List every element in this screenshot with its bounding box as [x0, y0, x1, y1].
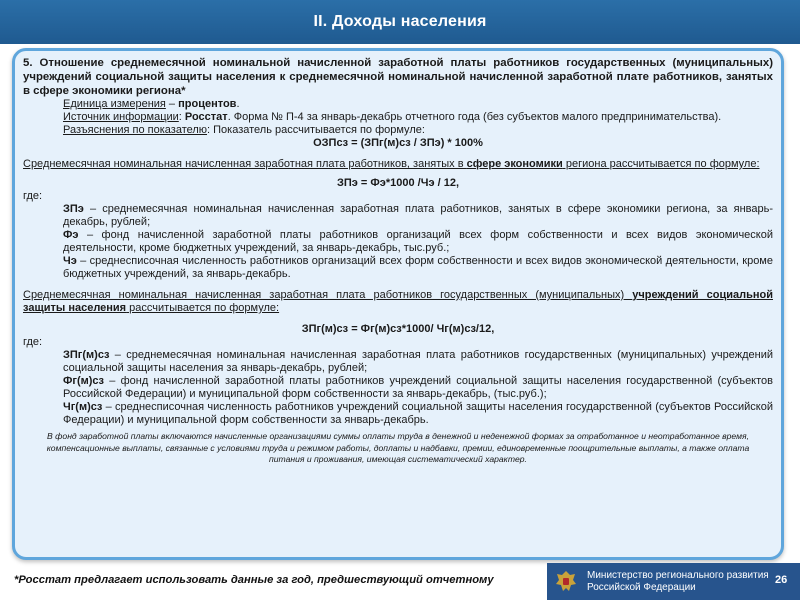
source-line: Источник информации: Росстат. Форма № П-4 за январь-декабрь отчетного года (без субъектов малого предпринимательства).	[63, 111, 722, 123]
unit-label: Единица измерения	[63, 98, 166, 110]
definition-chgmsz: Чг(м)сз – среднесписочная численность работников учреждений социальной защиты населения государственной (субъектов Российской Федерации) и муниципальной форм собственности за январь-декабрь.	[63, 401, 773, 426]
main-formula: ОЗПсз = (ЗПг(м)сз / ЗПэ) * 100%	[313, 137, 483, 149]
formula-1: ЗПэ = Фэ*1000 /Чэ / 12,	[337, 177, 459, 189]
definition-che: Чэ – среднесписочная численность работников организаций всех форм собственности и всех видов экономической деятельности, кроме бюджетных учреждений, за январь-декабрь.	[63, 255, 773, 280]
slide-header	[0, 0, 800, 44]
definition-fe: Фэ – фонд начисленной заработной платы работников организаций всех форм собственности и всех видов экономической деятельности, кроме бюджетных учреждений, за январь-декабрь, тыс.руб.;	[63, 229, 773, 254]
section2-intro: Среднемесячная номинальная начисленная заработная плата работников государственных (муниципальных) учреждений социальной защиты населения рассчитывается по формуле:	[23, 289, 773, 314]
section1-intro: Среднемесячная номинальная начисленная заработная плата работников, занятых в сфере экономики региона рассчитывается по формуле:	[23, 158, 760, 170]
definition-fgmsz: Фг(м)сз – фонд начисленной заработной платы работников учреждений социальной защиты населения государственной (субъектов Российской Федерации) и муниципальной форм собственности за январь-декабрь, (тыс.руб.);	[63, 375, 773, 400]
where-1: где:	[23, 190, 43, 202]
explanation-line: Разъяснения по показателю: Показатель рассчитывается по формуле:	[63, 124, 425, 136]
definition-zpgmsz: ЗПг(м)сз – среднемесячная номинальная начисленная заработная плата работников государственных (муниципальных) учреждений социальной защиты населения за январь-декабрь, рублей;	[63, 349, 773, 374]
unit-line: Единица измерения – процентов.	[63, 98, 240, 110]
wage-fund-note: В фонд заработной платы включаются начисленные организациями суммы оплаты труда в денежной и неденежной формах за отработанное и неотработанное время, компенсационные выплаты, связанные с условиями труда и режимом работы, доплаты и надбавки, премии, единовременные поощрительные выплаты, а также оплата питания и проживания, имеющая систематический характер.	[46, 431, 750, 464]
explanation-label: Разъяснения по показателю	[63, 124, 208, 136]
coat-of-arms-icon	[553, 569, 579, 595]
ministry-banner	[547, 563, 800, 600]
indicator-heading: 5. Отношение среднемесячной номинальной начисленной заработной платы работников государственных (муниципальных) учреждений социальной защиты населения к среднемесячной номинальной начисленной заработной плате работников, занятых в сфере экономики региона*	[23, 57, 773, 97]
definition-zpe: ЗПэ – среднемесячная номинальная начисленная заработная плата работников, занятых в сфере экономики региона, за январь-декабрь, рублей;	[63, 203, 773, 228]
formula-2: ЗПг(м)сз = Фг(м)сз*1000/ Чг(м)сз/12,	[301, 323, 495, 335]
source-value: Росстат	[184, 111, 228, 123]
where-2: где:	[23, 336, 43, 348]
slide-title: II. Доходы населения	[313, 13, 487, 30]
source-label: Источник информации	[63, 111, 179, 123]
content-panel	[12, 48, 784, 560]
ministry-name: Министерство регионального развития Российской Федерации	[587, 569, 769, 593]
page-number: 26	[775, 574, 788, 586]
unit-value: процентов	[178, 98, 237, 110]
footnote: *Росстат предлагает использовать данные за год, предшествующий отчетному	[14, 574, 494, 586]
